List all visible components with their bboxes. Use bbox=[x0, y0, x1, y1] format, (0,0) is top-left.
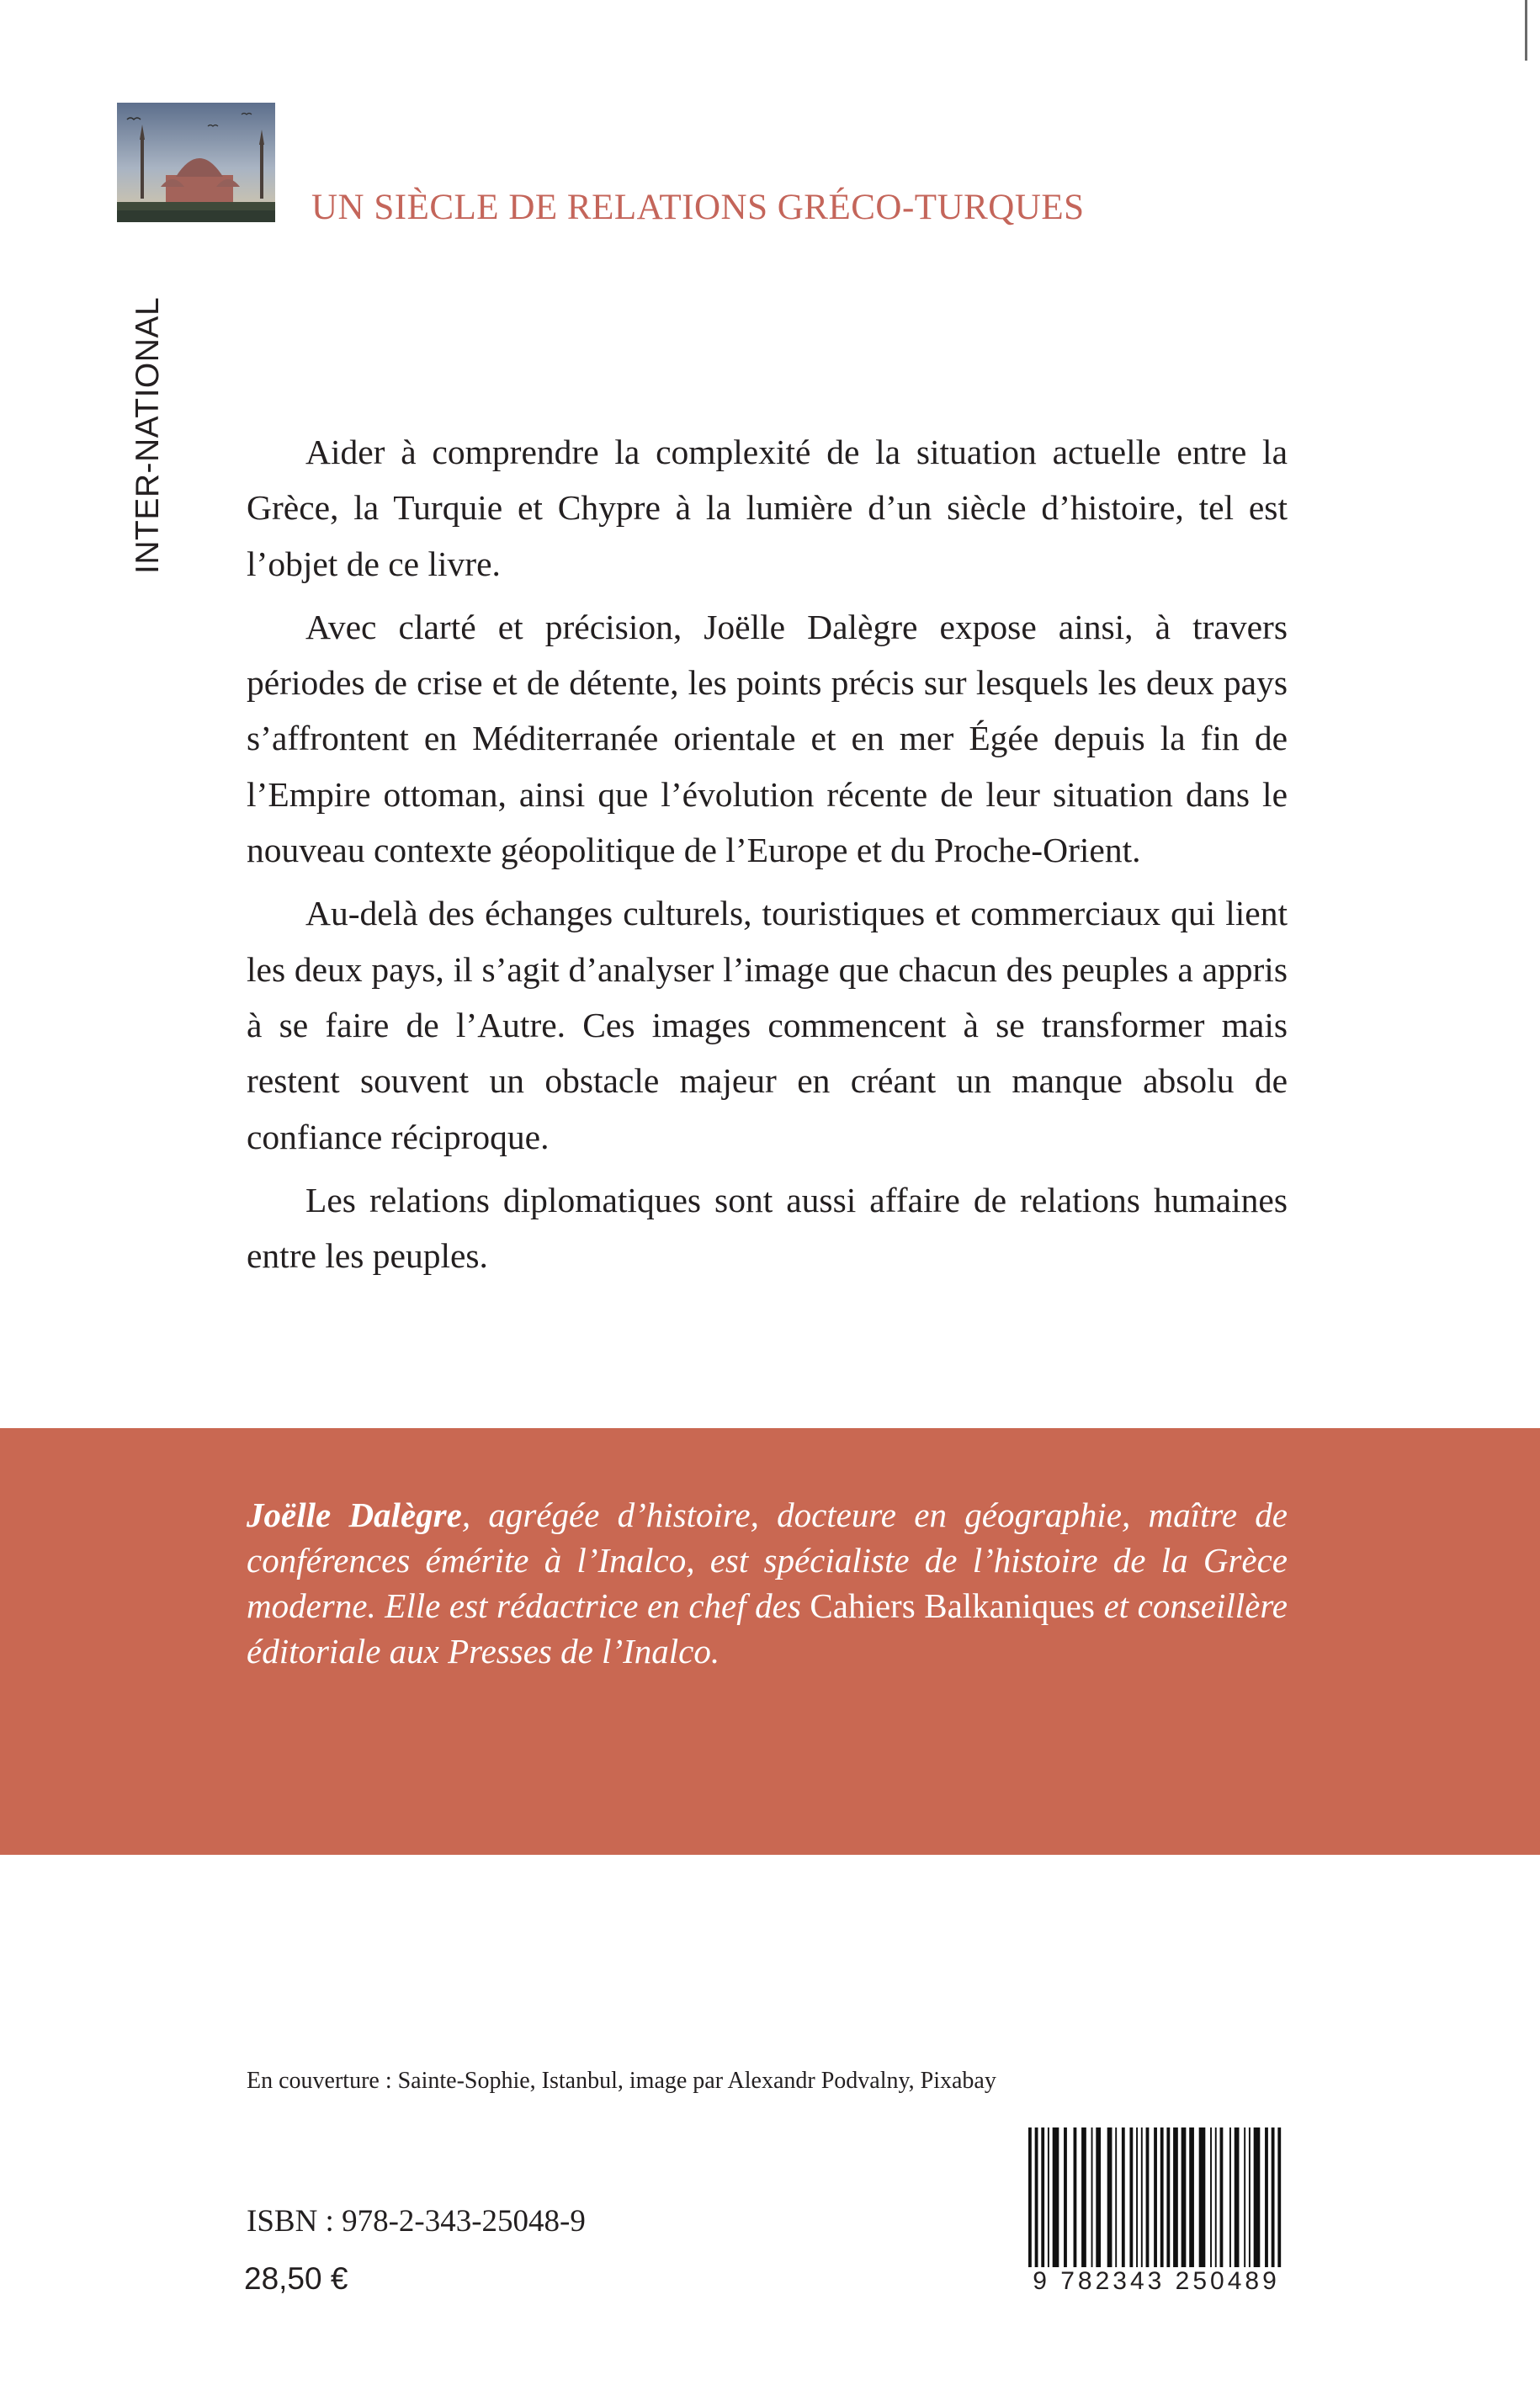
barcode-bar bbox=[1220, 2127, 1224, 2267]
barcode-bar bbox=[1081, 2127, 1086, 2267]
bio-text: , agrégée d’histoire, docteure en géographie, maître de conférences émérite à l’Inalco, est spécialiste de l’histoire de la Grèce moderne. Elle est rédactrice en chef des bbox=[247, 1495, 1288, 1625]
barcode-bar bbox=[1141, 2127, 1143, 2267]
bio-text: et conseillère éditoriale aux Presses de l’Inalco. bbox=[247, 1586, 1288, 1671]
barcode-bar bbox=[1182, 2127, 1187, 2267]
blurb bbox=[247, 424, 1288, 1291]
barcode-bar bbox=[1048, 2127, 1049, 2267]
barcode-bar bbox=[1189, 2127, 1194, 2267]
barcode-bar bbox=[1166, 2127, 1170, 2267]
barcode-bar bbox=[1091, 2127, 1093, 2267]
book-title: UN SIÈCLE DE RELATIONS GRÉCO-TURQUES bbox=[311, 188, 1085, 227]
barcode-bar bbox=[1074, 2127, 1077, 2267]
series-label: INTER-NATIONAL bbox=[130, 296, 166, 574]
edge-mark bbox=[1525, 0, 1527, 61]
price: 28,50 € bbox=[244, 2261, 348, 2296]
barcode-bar bbox=[1277, 2127, 1281, 2267]
barcode-bar bbox=[1035, 2127, 1038, 2267]
barcode-bar bbox=[1210, 2127, 1212, 2267]
author-bio bbox=[247, 1492, 1288, 1674]
barcode-bar bbox=[1146, 2127, 1150, 2267]
barcode-bar bbox=[1041, 2127, 1044, 2267]
barcode-bar bbox=[1235, 2127, 1240, 2267]
barcode-bar bbox=[1254, 2127, 1261, 2267]
barcode bbox=[1025, 2127, 1288, 2274]
barcode-bar bbox=[1229, 2127, 1231, 2267]
barcode-bar bbox=[1129, 2127, 1133, 2267]
isbn: ISBN : 978-2-343-25048-9 bbox=[247, 2204, 586, 2239]
barcode-bar bbox=[1122, 2127, 1125, 2267]
barcode-bar bbox=[1199, 2127, 1206, 2267]
cover-credit: En couverture : Sainte-Sophie, Istanbul, image par Alexandr Podvalny, Pixabay bbox=[247, 2068, 996, 2094]
barcode-bar bbox=[1154, 2127, 1157, 2267]
barcode-bar bbox=[1053, 2127, 1059, 2267]
journal-name: Cahiers Balkaniques bbox=[810, 1586, 1095, 1625]
barcode-bar bbox=[1028, 2127, 1032, 2267]
barcode-bar bbox=[1272, 2127, 1275, 2267]
barcode-bar bbox=[1215, 2127, 1217, 2267]
barcode-bar bbox=[1265, 2127, 1268, 2267]
barcode-bar bbox=[1136, 2127, 1138, 2267]
barcode-bar bbox=[1107, 2127, 1113, 2267]
blurb-paragraph: Avec clarté et précision, Joëlle Dalègre expose ainsi, à travers périodes de crise et de détente, les points précis sur lesquels les deux pays s’affrontent en Méditerranée orientale et en mer Égée depuis la fin de l’Empire ottoman, ainsi que l’évolution récente de leur situation dans le nouveau contexte géopolitique de l’Europe et du Proche-Orient. bbox=[247, 607, 1288, 870]
blurb-paragraph: Au-delà des échanges culturels, touristiques et commerciaux qui lient les deux pays, il s’agit d’analyser l’image que chacun des peuples a appris à se faire de l’Autre. Ces images commencent à se transformer mais restent souvent un obstacle majeur en créant un manque absolu de confiance réciproque. bbox=[247, 894, 1288, 1156]
blurb-paragraph: Les relations diplomatiques sont aussi affaire de relations humaines entre les peuples. bbox=[247, 1180, 1288, 1276]
barcode-bar bbox=[1160, 2127, 1164, 2267]
barcode-bar bbox=[1096, 2127, 1101, 2267]
barcode-bar bbox=[1115, 2127, 1117, 2267]
barcode-bar bbox=[1064, 2127, 1067, 2267]
barcode-bar bbox=[1244, 2127, 1245, 2267]
author-name: Joëlle Dalègre bbox=[247, 1495, 462, 1534]
barcode-digits: 9 782343 250489 bbox=[1033, 2267, 1280, 2295]
barcode-bar bbox=[1173, 2127, 1178, 2267]
author-band bbox=[0, 1428, 1540, 1855]
blurb-paragraph: Aider à comprendre la complexité de la situation actuelle entre la Grèce, la Turquie et Chypre à la lumière d’un siècle d’histoire, tel est l’objet de ce livre. bbox=[247, 433, 1288, 583]
barcode-bar bbox=[1249, 2127, 1251, 2267]
